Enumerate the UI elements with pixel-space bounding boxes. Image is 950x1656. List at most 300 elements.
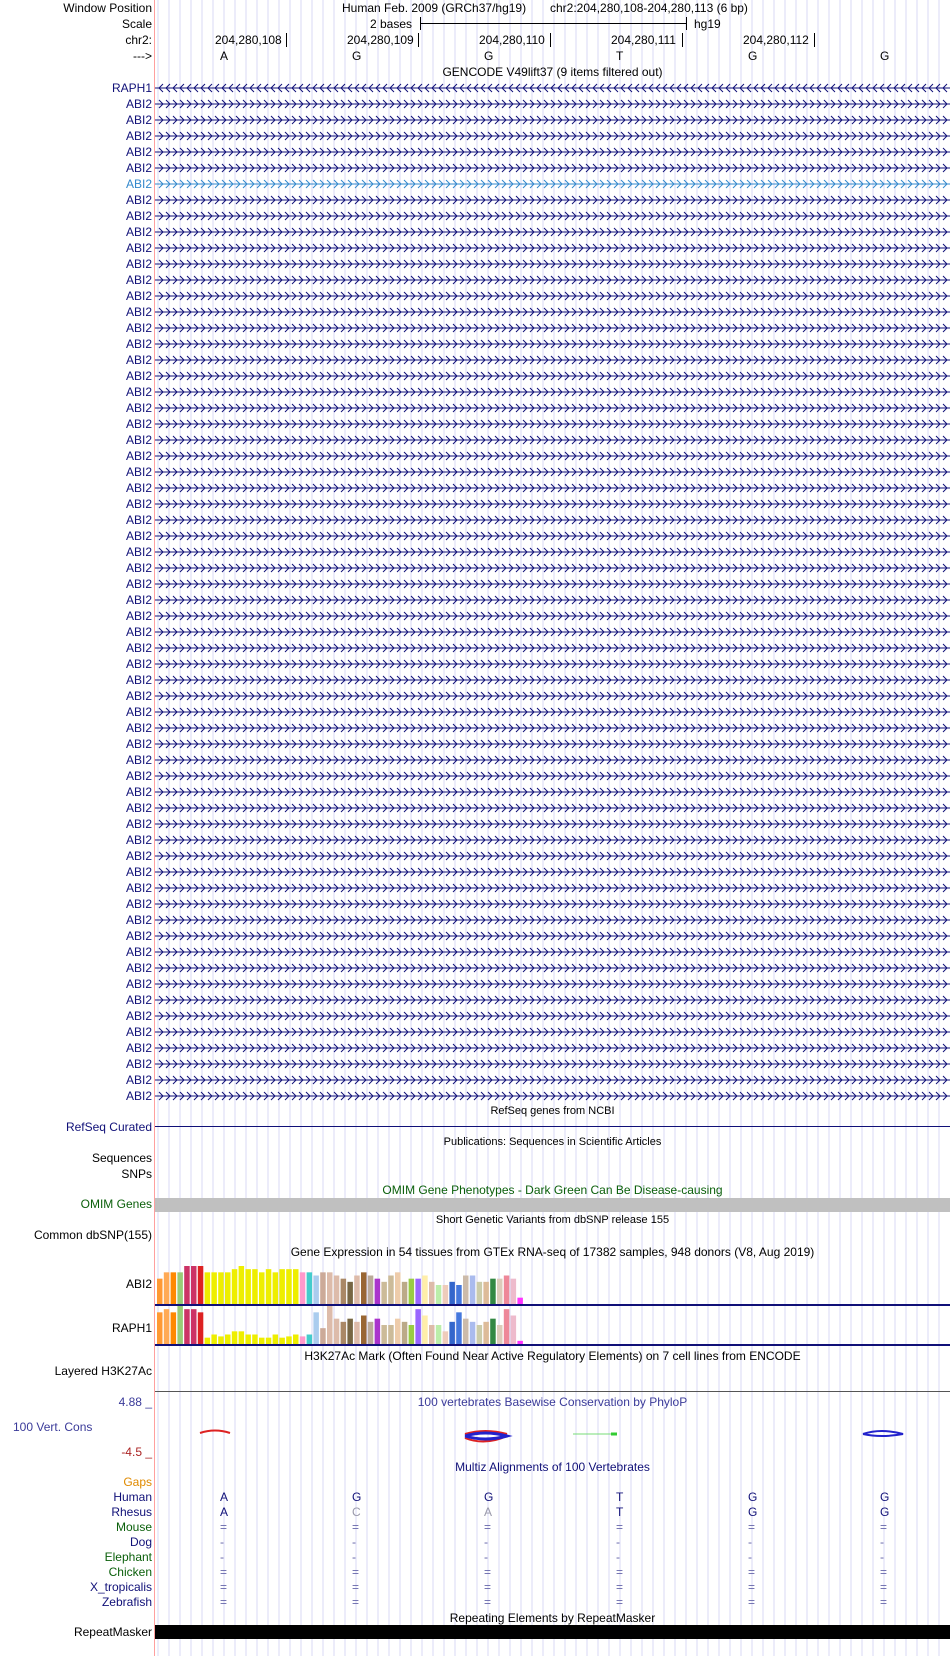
scale-label: Scale	[121, 17, 152, 31]
gtex-bar	[239, 1266, 245, 1304]
gene-track-row[interactable]	[155, 258, 950, 270]
gene-label[interactable]: ABI2	[125, 721, 152, 735]
gene-label[interactable]: ABI2	[125, 529, 152, 543]
gene-label[interactable]: ABI2	[125, 369, 152, 383]
base-letter: G	[748, 49, 758, 63]
gtex-bar	[252, 1335, 258, 1345]
alignment-base: =	[880, 1565, 888, 1579]
gene-label[interactable]: ABI2	[125, 977, 152, 991]
base-letter: G	[352, 49, 362, 63]
gtex-bar	[409, 1325, 415, 1344]
alignment-base: T	[616, 1490, 624, 1504]
gene-track-row[interactable]	[155, 834, 950, 846]
gene-label[interactable]: ABI2	[125, 705, 152, 719]
h3k27ac-title: H3K27Ac Mark (Often Found Near Active Regulatory Elements) on 7 cell lines from ENCODE	[304, 1349, 801, 1363]
gene-label[interactable]: ABI2	[125, 833, 152, 847]
alignment-base: =	[880, 1580, 888, 1594]
coordinate-tick	[682, 33, 683, 47]
alignment-base: =	[484, 1580, 492, 1594]
multiz-title: Multiz Alignments of 100 Vertebrates	[455, 1460, 650, 1474]
gene-label[interactable]: ABI2	[125, 961, 152, 975]
gtex-bar	[334, 1276, 340, 1305]
gtex-bar	[211, 1272, 217, 1304]
scale-bar-right-tick	[686, 17, 687, 30]
gene-track-row[interactable]	[155, 530, 950, 542]
conservation-title: 100 vertebrates Basewise Conservation by PhyloP	[417, 1395, 688, 1409]
gtex-bar-chart[interactable]	[155, 1258, 950, 1346]
gene-track-row[interactable]	[155, 1058, 950, 1070]
gene-track-row[interactable]	[155, 578, 950, 590]
gtex-bar	[327, 1272, 333, 1304]
gtex-bar	[177, 1306, 183, 1344]
gtex-bar	[477, 1325, 483, 1344]
coordinate-tick	[814, 33, 815, 47]
gtex-bar	[225, 1335, 231, 1345]
gene-label[interactable]: ABI2	[125, 849, 152, 863]
refseq-label[interactable]: RefSeq Curated	[65, 1120, 152, 1134]
gtex-bar	[171, 1312, 177, 1344]
chrom-label: chr2:	[125, 33, 152, 47]
gene-track-row[interactable]	[155, 434, 950, 446]
gene-label[interactable]: ABI2	[125, 865, 152, 879]
gene-label[interactable]: ABI2	[125, 417, 152, 431]
gene-track-row[interactable]	[155, 850, 950, 862]
gene-track-row[interactable]	[155, 466, 950, 478]
gtex-bar	[293, 1335, 299, 1345]
gtex-bar	[381, 1282, 387, 1304]
h3k27ac-label[interactable]: Layered H3K27Ac	[54, 1364, 152, 1378]
gene-track-row[interactable]	[155, 978, 950, 990]
gtex-bar	[347, 1319, 353, 1344]
gene-label[interactable]: ABI2	[125, 1057, 152, 1071]
gtex-bar	[490, 1319, 496, 1344]
gene-track-row[interactable]	[155, 274, 950, 286]
gene-track-row[interactable]	[155, 610, 950, 622]
gene-label[interactable]: ABI2	[125, 481, 152, 495]
repeatmasker-track-bar[interactable]	[155, 1625, 950, 1639]
gtex-bar	[293, 1269, 299, 1304]
gene-track-row[interactable]	[155, 690, 950, 702]
gene-track-row[interactable]	[155, 930, 950, 942]
omim-track-bar[interactable]	[155, 1198, 950, 1212]
coordinate-tick-label: 204,280,108	[215, 33, 282, 47]
gene-track-row[interactable]	[155, 162, 950, 174]
gene-track-row[interactable]	[155, 898, 950, 910]
alignment-base: G	[748, 1490, 758, 1504]
scale-value: 2 bases	[370, 17, 413, 31]
gene-track-row[interactable]	[155, 418, 950, 430]
gene-track-row[interactable]	[155, 562, 950, 574]
snps-label[interactable]: SNPs	[121, 1167, 152, 1181]
gene-track-row[interactable]	[155, 194, 950, 206]
alignment-base: C	[352, 1505, 361, 1519]
alignment-base: A	[484, 1505, 493, 1519]
gene-label[interactable]: ABI2	[125, 929, 152, 943]
alignment-base: =	[616, 1565, 624, 1579]
alignment-base: =	[484, 1520, 492, 1534]
gene-label[interactable]: ABI2	[125, 561, 152, 575]
conservation-mark	[200, 1431, 230, 1434]
conservation-mark	[465, 1433, 507, 1439]
gtex-bar	[184, 1309, 190, 1344]
gencode-title: GENCODE V49lift37 (9 items filtered out)	[442, 65, 663, 79]
alignment-base: =	[220, 1595, 228, 1609]
alignment-base: -	[748, 1550, 752, 1564]
gtex-bar	[368, 1322, 374, 1344]
gtex-bar	[232, 1331, 238, 1344]
repeatmasker-label[interactable]: RepeatMasker	[73, 1625, 152, 1639]
publications-title: Publications: Sequences in Scientific Articles	[443, 1136, 662, 1148]
gtex-bar	[483, 1282, 489, 1304]
gene-label[interactable]: ABI2	[125, 577, 152, 591]
gene-track-row[interactable]	[155, 354, 950, 366]
base-letter: A	[220, 49, 229, 63]
alignment-base: =	[220, 1580, 228, 1594]
alignment-base: G	[748, 1505, 758, 1519]
gtex-bar	[171, 1272, 177, 1304]
gene-label[interactable]: ABI2	[125, 673, 152, 687]
alignment-base: -	[616, 1535, 620, 1549]
gtex-bar	[320, 1272, 326, 1304]
gene-label[interactable]: ABI2	[125, 433, 152, 447]
assembly-text: Human Feb. 2009 (GRCh37/hg19)	[342, 1, 527, 15]
conservation-label[interactable]: 100 Vert. Cons	[13, 1420, 93, 1434]
gene-label[interactable]: ABI2	[125, 177, 152, 191]
gtex-label-abi2[interactable]: ABI2	[125, 1277, 152, 1291]
gene-track-row[interactable]	[155, 674, 950, 686]
gene-track-row[interactable]	[155, 594, 950, 606]
gene-track-row[interactable]	[155, 370, 950, 382]
gene-label[interactable]: ABI2	[125, 401, 152, 415]
gene-track-row[interactable]	[155, 498, 950, 510]
gene-label[interactable]: ABI2	[125, 897, 152, 911]
gene-track-row[interactable]	[155, 146, 950, 158]
gene-track-row[interactable]	[155, 1042, 950, 1054]
gene-label[interactable]: ABI2	[125, 737, 152, 751]
gtex-bar	[266, 1338, 272, 1344]
gene-label[interactable]: ABI2	[125, 337, 152, 351]
gtex-bar	[218, 1336, 224, 1344]
gtex-bar	[286, 1269, 292, 1304]
species-label[interactable]: Mouse	[115, 1520, 152, 1534]
alignment-base: =	[352, 1520, 360, 1534]
gene-track-row[interactable]	[155, 306, 950, 318]
gtex-bar	[198, 1312, 204, 1344]
gene-track-row[interactable]	[155, 706, 950, 718]
gene-track-row[interactable]	[155, 402, 950, 414]
gene-track-row[interactable]	[155, 802, 950, 814]
gtex-bar	[245, 1269, 251, 1304]
gene-label[interactable]: ABI2	[125, 1009, 152, 1023]
scale-db: hg19	[694, 17, 721, 31]
alignment-base: -	[484, 1535, 488, 1549]
gene-track-row[interactable]	[155, 642, 950, 654]
gtex-bar	[184, 1266, 190, 1304]
gtex-bar	[388, 1325, 394, 1344]
gtex-bar	[361, 1272, 367, 1304]
gene-track-row[interactable]	[155, 322, 950, 334]
alignment-base: =	[880, 1595, 888, 1609]
gene-track-row[interactable]	[155, 658, 950, 670]
gtex-bar	[463, 1319, 469, 1344]
gene-label[interactable]: ABI2	[125, 513, 152, 527]
gtex-bar	[300, 1336, 306, 1344]
gene-track-row[interactable]	[155, 738, 950, 750]
gtex-bar	[225, 1272, 231, 1304]
gene-label[interactable]: ABI2	[125, 353, 152, 367]
gene-track-row[interactable]	[155, 242, 950, 254]
alignment-base: =	[616, 1580, 624, 1594]
alignment-base: =	[616, 1595, 624, 1609]
gtex-bar	[205, 1338, 211, 1344]
gtex-bar	[463, 1276, 469, 1305]
gtex-bar	[218, 1272, 224, 1304]
gene-label[interactable]: ABI2	[125, 145, 152, 159]
gene-label[interactable]: ABI2	[125, 193, 152, 207]
gene-track-row[interactable]	[155, 1010, 950, 1022]
gene-track-row[interactable]	[155, 994, 950, 1006]
omim-label[interactable]: OMIM Genes	[80, 1197, 152, 1211]
gene-track-row[interactable]	[155, 1090, 950, 1102]
gene-label[interactable]: ABI2	[125, 769, 152, 783]
gtex-bar	[409, 1279, 415, 1304]
alignment-base: =	[220, 1520, 228, 1534]
gene-label[interactable]: ABI2	[125, 209, 152, 223]
gene-label[interactable]: ABI2	[125, 753, 152, 767]
gtex-bar	[511, 1316, 516, 1345]
alignment-base: =	[484, 1595, 492, 1609]
gtex-bar	[429, 1282, 435, 1304]
gene-track-row[interactable]	[155, 754, 950, 766]
gene-label[interactable]: ABI2	[125, 593, 152, 607]
alignment-base: =	[352, 1595, 360, 1609]
gene-label[interactable]: ABI2	[125, 241, 152, 255]
gene-label[interactable]: ABI2	[125, 657, 152, 671]
gtex-bar	[361, 1316, 367, 1345]
gtex-bar	[511, 1279, 516, 1304]
gene-track-row[interactable]	[155, 946, 950, 958]
gtex-bar	[483, 1322, 489, 1344]
repeatmasker-title: Repeating Elements by RepeatMasker	[449, 1611, 656, 1625]
gtex-bar	[307, 1272, 313, 1304]
gene-label[interactable]: ABI2	[125, 449, 152, 463]
gene-track-row[interactable]	[155, 1026, 950, 1038]
gene-track-row[interactable]	[155, 626, 950, 638]
species-label[interactable]: Zebrafish	[101, 1595, 152, 1609]
coordinate-tick	[550, 33, 551, 47]
conservation-wiggle[interactable]	[155, 1420, 950, 1450]
gtex-bar	[388, 1276, 394, 1305]
species-label[interactable]: Rhesus	[111, 1505, 152, 1519]
gtex-bar	[211, 1335, 217, 1345]
gene-label[interactable]: ABI2	[125, 257, 152, 271]
gtex-bar	[259, 1272, 265, 1304]
gene-label[interactable]: ABI2	[125, 161, 152, 175]
gtex-bar	[443, 1285, 449, 1304]
gene-track-row[interactable]	[155, 178, 950, 190]
gtex-bar	[470, 1276, 476, 1305]
gene-label[interactable]: ABI2	[125, 497, 152, 511]
gene-track-row[interactable]	[155, 386, 950, 398]
gtex-bar	[245, 1335, 251, 1345]
gene-label[interactable]: ABI2	[125, 1073, 152, 1087]
gene-label[interactable]: ABI2	[125, 225, 152, 239]
gtex-bar	[177, 1272, 183, 1304]
gtex-bar	[157, 1279, 163, 1304]
gene-label[interactable]: ABI2	[125, 465, 152, 479]
gene-track-row[interactable]	[155, 770, 950, 782]
gene-label[interactable]: ABI2	[125, 801, 152, 815]
dbsnp-title: Short Genetic Variants from dbSNP release 155	[435, 1214, 670, 1226]
gtex-bar	[422, 1316, 428, 1345]
gene-label[interactable]: ABI2	[125, 385, 152, 399]
refseq-track-line[interactable]	[155, 1126, 950, 1127]
gene-track-row[interactable]	[155, 546, 950, 558]
refseq-title: RefSeq genes from NCBI	[490, 1105, 615, 1117]
gtex-label-raph1[interactable]: RAPH1	[111, 1321, 152, 1335]
gaps-label: Gaps	[123, 1475, 152, 1489]
scale-bar-left-tick	[420, 17, 421, 30]
gtex-bar	[402, 1282, 408, 1304]
base-letter: G	[484, 49, 494, 63]
gene-label[interactable]: ABI2	[125, 129, 152, 143]
gene-track-row[interactable]	[155, 514, 950, 526]
dbsnp-label[interactable]: Common dbSNP(155)	[33, 1228, 152, 1242]
species-label[interactable]: Elephant	[104, 1550, 152, 1564]
coordinate-tick	[418, 33, 419, 47]
gtex-bar	[477, 1282, 483, 1304]
gtex-bar	[381, 1325, 387, 1344]
scale-bar	[420, 23, 686, 24]
gtex-bar	[164, 1272, 170, 1304]
gene-label[interactable]: ABI2	[125, 97, 152, 111]
alignment-base: A	[220, 1490, 229, 1504]
gtex-bar	[395, 1319, 401, 1344]
gene-track-row[interactable]	[155, 114, 950, 126]
gene-label[interactable]: ABI2	[125, 321, 152, 335]
gtex-bar	[415, 1309, 421, 1344]
gtex-bar	[504, 1309, 510, 1344]
gtex-bar	[266, 1269, 272, 1304]
alignment-base: T	[616, 1505, 624, 1519]
gene-label[interactable]: ABI2	[125, 945, 152, 959]
gtex-bar	[497, 1279, 503, 1304]
gene-track-row[interactable]	[155, 722, 950, 734]
gtex-bar	[368, 1276, 374, 1305]
gtex-bar	[334, 1319, 340, 1344]
gene-label[interactable]: ABI2	[125, 305, 152, 319]
gtex-bar	[470, 1322, 476, 1344]
gene-track-row[interactable]	[155, 210, 950, 222]
alignment-base: =	[748, 1595, 756, 1609]
species-label[interactable]: Human	[113, 1490, 152, 1504]
gene-track-row[interactable]	[155, 338, 950, 350]
species-label[interactable]: Dog	[129, 1535, 152, 1549]
h3k27ac-baseline	[155, 1391, 950, 1392]
gene-label[interactable]: ABI2	[125, 993, 152, 1007]
gtex-bar	[354, 1322, 360, 1344]
gtex-bar	[259, 1338, 265, 1344]
conservation-mark	[863, 1431, 903, 1436]
gene-track-row[interactable]	[155, 914, 950, 926]
gene-track-row[interactable]	[155, 226, 950, 238]
coordinate-tick-label: 204,280,110	[479, 33, 545, 47]
gene-label[interactable]: ABI2	[125, 1025, 152, 1039]
window-position-label: Window Position	[63, 1, 152, 15]
gene-track-row[interactable]	[155, 866, 950, 878]
species-label[interactable]: Chicken	[108, 1565, 152, 1579]
gene-label[interactable]: ABI2	[125, 609, 152, 623]
gene-track-row[interactable]	[155, 818, 950, 830]
gtex-bar	[449, 1322, 455, 1344]
gene-label[interactable]: ABI2	[125, 273, 152, 287]
gene-label[interactable]: ABI2	[125, 817, 152, 831]
gene-track-row[interactable]	[155, 882, 950, 894]
coordinate-tick-label: 204,280,109	[347, 33, 414, 47]
alignment-base: -	[880, 1535, 884, 1549]
gene-label[interactable]: ABI2	[125, 1041, 152, 1055]
gene-track-row[interactable]	[155, 290, 950, 302]
gene-label[interactable]: ABI2	[125, 913, 152, 927]
sequences-label[interactable]: Sequences	[91, 1151, 152, 1165]
base-letter: T	[616, 49, 624, 63]
gtex-bar	[300, 1272, 306, 1304]
gtex-bar	[273, 1272, 279, 1304]
gene-label[interactable]: ABI2	[125, 785, 152, 799]
gene-label[interactable]: ABI2	[125, 625, 152, 639]
species-label[interactable]: X_tropicalis	[89, 1580, 152, 1594]
gene-track-row[interactable]	[155, 450, 950, 462]
alignment-base: =	[880, 1520, 888, 1534]
gene-track-row[interactable]	[155, 482, 950, 494]
gtex-bar	[341, 1279, 347, 1304]
alignment-base: =	[748, 1580, 756, 1594]
alignment-base: =	[484, 1565, 492, 1579]
alignment-base: -	[220, 1535, 224, 1549]
gtex-bar	[456, 1312, 462, 1344]
gtex-bar	[327, 1306, 333, 1344]
gene-label[interactable]: ABI2	[125, 1089, 152, 1103]
gtex-bar	[191, 1266, 197, 1304]
gtex-bar	[279, 1338, 285, 1344]
coordinate-tick	[286, 33, 287, 47]
alignment-base: G	[880, 1505, 890, 1519]
gene-label[interactable]: RAPH1	[111, 81, 152, 95]
gene-label[interactable]: ABI2	[125, 689, 152, 703]
gene-track-row[interactable]	[155, 962, 950, 974]
gene-label[interactable]: ABI2	[125, 113, 152, 127]
gene-track-row[interactable]	[155, 82, 950, 94]
gene-label[interactable]: ABI2	[125, 881, 152, 895]
gene-label[interactable]: ABI2	[125, 641, 152, 655]
gene-track-row[interactable]	[155, 98, 950, 110]
gene-track-row[interactable]	[155, 130, 950, 142]
coordinate-tick-label: 204,280,111	[611, 33, 676, 47]
gtex-bar	[279, 1269, 285, 1304]
gtex-bar	[347, 1282, 353, 1304]
gtex-bar	[252, 1269, 258, 1304]
gene-label[interactable]: ABI2	[125, 545, 152, 559]
gtex-bar	[232, 1269, 238, 1304]
gtex-bar	[436, 1325, 442, 1344]
alignment-base: G	[352, 1490, 362, 1504]
alignment-base: -	[748, 1535, 752, 1549]
alignment-base: G	[880, 1490, 890, 1504]
gtex-bar	[313, 1312, 319, 1344]
gene-track-row[interactable]	[155, 1074, 950, 1086]
gene-track-row[interactable]	[155, 786, 950, 798]
gene-label[interactable]: ABI2	[125, 289, 152, 303]
